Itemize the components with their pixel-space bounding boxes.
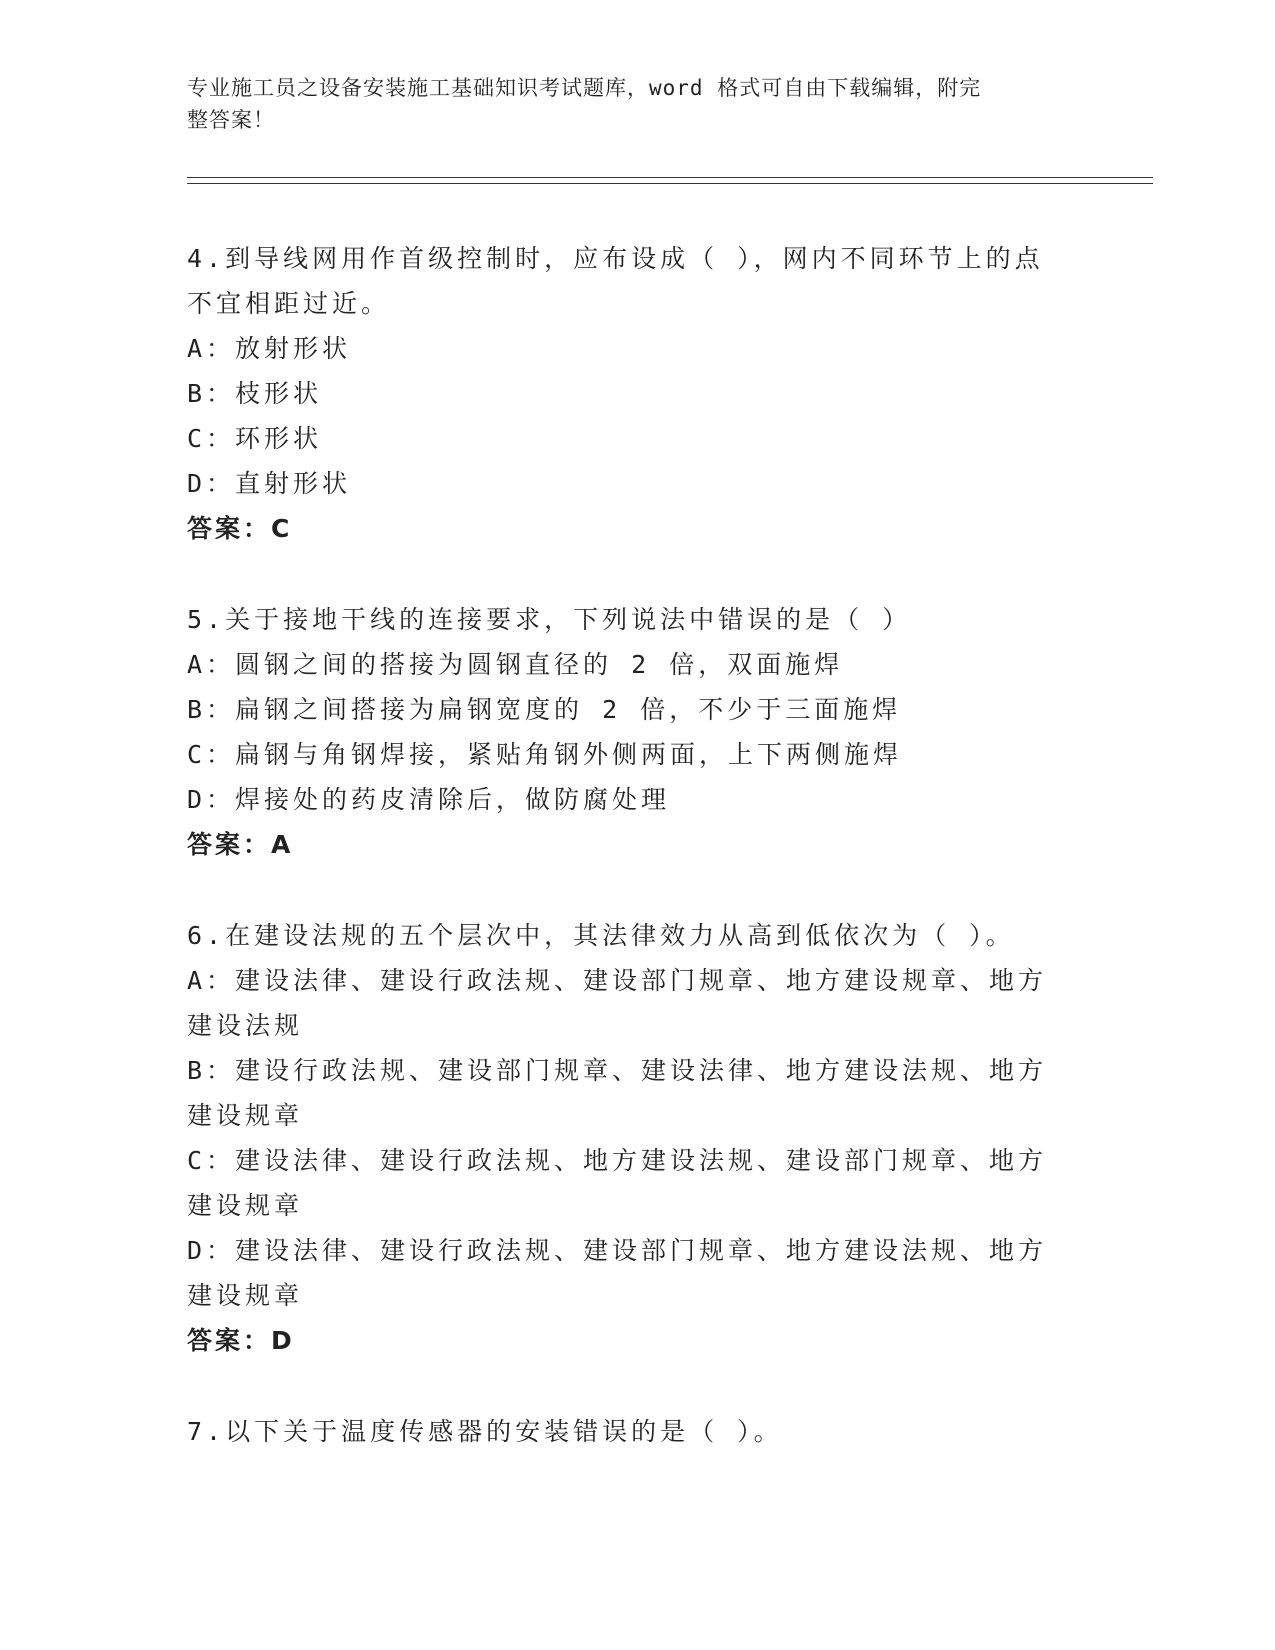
- option-a: A：圆钢之间的搭接为圆钢直径的 2 倍，双面施焊: [187, 650, 844, 679]
- option-a: A：建设法律、建设行政法规、建设部门规章、地方建设规章、地方建设法规: [187, 966, 1048, 1040]
- option-b: B：扁钢之间搭接为扁钢宽度的 2 倍，不少于三面施焊: [187, 695, 902, 724]
- option-c: C：建设法律、建设行政法规、地方建设法规、建设部门规章、地方建设规章: [187, 1146, 1048, 1220]
- option-c: C：环形状: [187, 424, 323, 453]
- header-line-2: 整答案！: [187, 108, 275, 132]
- question-list: [187, 236, 1067, 1454]
- option-a: A：放射形状: [187, 334, 352, 363]
- option-b: B：枝形状: [187, 379, 323, 408]
- option-b: B：建设行政法规、建设部门规章、建设法律、地方建设法规、地方建设规章: [187, 1056, 1048, 1130]
- header-rule-bottom: [187, 183, 1153, 184]
- question-7: [187, 1409, 1067, 1454]
- question-4: [187, 236, 1067, 551]
- question-text: 6.在建设法规的五个层次中，其法律效力从高到低依次为（ ）。: [187, 921, 1015, 950]
- question-text: 5.关于接地干线的连接要求，下列说法中错误的是（ ）: [187, 605, 912, 634]
- question-text: 4.到导线网用作首级控制时，应布设成（ ），网内不同环节上的点不宜相距过近。: [187, 244, 1044, 318]
- answer: 答案：A: [187, 830, 294, 859]
- option-d: D：焊接处的药皮清除后，做防腐处理: [187, 785, 671, 814]
- header-rule-top: [187, 177, 1153, 178]
- spacer: [187, 1363, 1067, 1409]
- document-header: [187, 72, 1067, 136]
- spacer: [187, 867, 1067, 913]
- question-6: [187, 913, 1067, 1363]
- question-5: [187, 597, 1067, 867]
- option-d: D：直射形状: [187, 469, 352, 498]
- option-d: D：建设法律、建设行政法规、建设部门规章、地方建设法规、地方建设规章: [187, 1236, 1048, 1310]
- question-text: 7.以下关于温度传感器的安装错误的是（ ）。: [187, 1417, 783, 1446]
- spacer: [187, 551, 1067, 597]
- answer: 答案：C: [187, 514, 293, 543]
- option-c: C：扁钢与角钢焊接，紧贴角钢外侧两面，上下两侧施焊: [187, 740, 903, 769]
- answer: 答案：D: [187, 1326, 295, 1355]
- header-line-1: 专业施工员之设备安装施工基础知识考试题库，word 格式可自由下载编辑，附完: [187, 76, 982, 100]
